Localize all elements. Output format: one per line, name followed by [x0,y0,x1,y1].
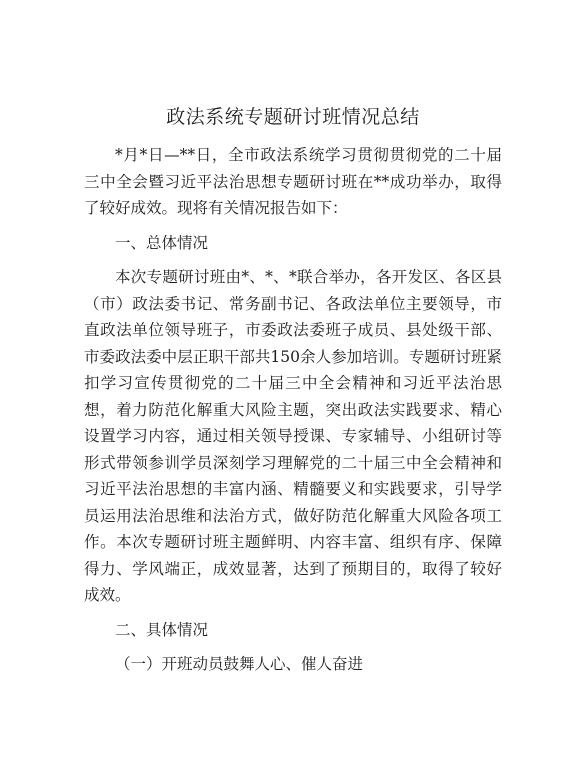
document-title: 政法系统专题研讨班情况总结 [166,106,420,128]
section-heading-overall: 一、总体情况 [115,233,209,252]
subsection-heading-opening: （一）开班动员鼓舞人心、催人奋进 [115,655,364,673]
overall-paragraph: 本次专题研讨班由*、*、*联合举办，各开发区、各区县（市）政法委书记、常务副书记、各政法单位主要领导，市直政法单位领导班子，市委政法委班子成员、县处级干部、市委政法委中层正职干部共150余人参加培训。专题研讨班紧扣学习宣传贯彻党的二十届三中全会精神和习近平法治思想，着力防范化解重大风险主题，突出政法实践要求、精心设置学习内容，通过相关领导授课、专家辅导、小组研讨等形式带领参训学员深刻学习理解党的二十届三中全会精神和习近平法治思想的丰富内涵、精髓要义和实践要求，引导学员运用法治思维和法治方式，做好防范化解重大风险各项工作。本次专题研讨班主题鲜明、内容丰富、组织有序、保障得力、学风端正，成效显著，达到了预期目的，取得了较好成效。 [84,268,502,604]
intro-paragraph: *月*日—**日，全市政法系统学习贯彻贯彻党的二十届三中全会暨习近平法治思想专题研讨班在**成功举办，取得了较好成效。现将有关情况报告如下： [84,146,502,217]
section-heading-details: 二、具体情况 [115,620,209,639]
